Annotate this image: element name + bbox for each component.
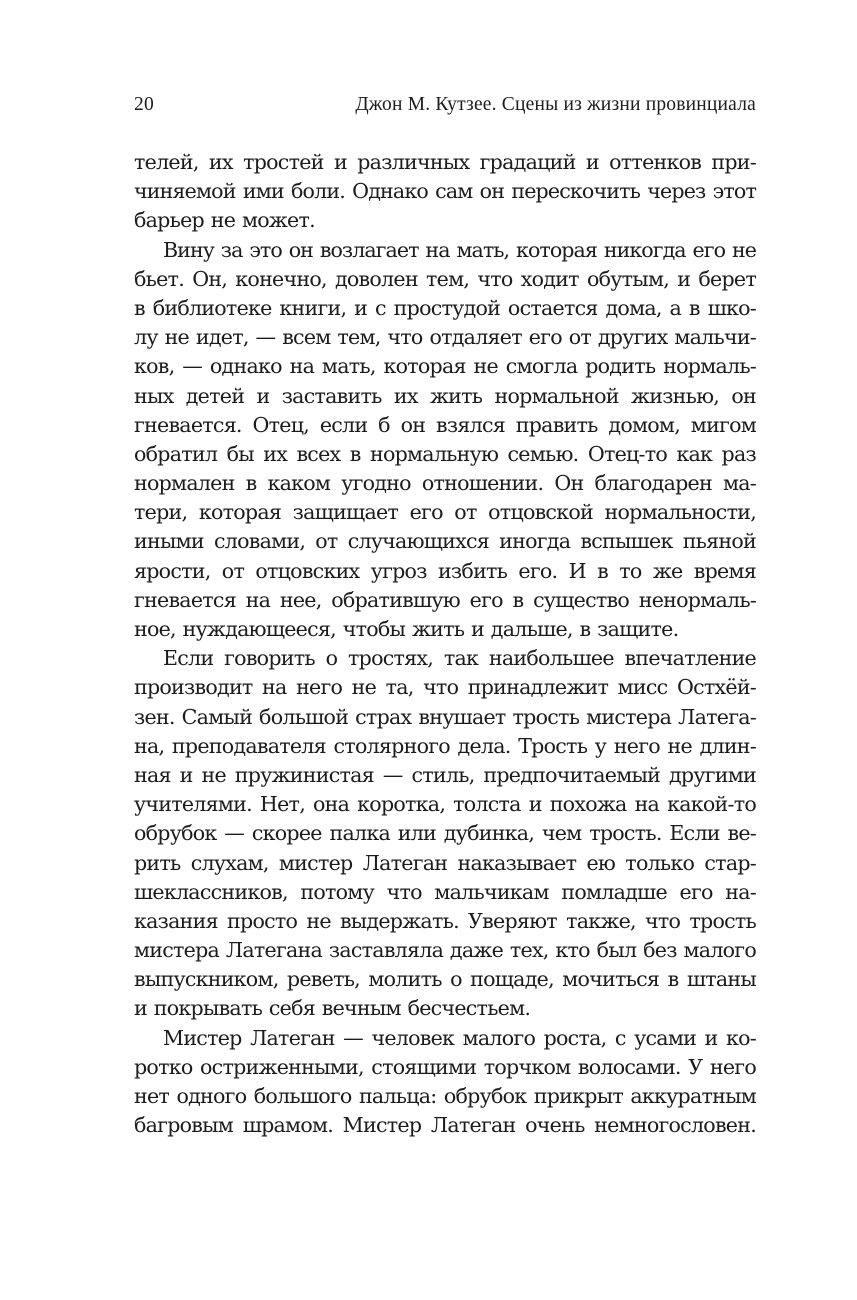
text-line: рить слухам, мистер Латеган наказывает ею только стар- [134,850,756,875]
text-line: казания просто не выдержать. Уверяют также, что трость [134,908,756,933]
text-line: ная и не пружинистая — стиль, предпочитаемый другими [134,762,756,787]
text-line: ярости, от отцовских угроз избить его. И в то же время [134,558,756,583]
running-head [134,90,756,120]
text-line: и покрывать себя вечным бесчестьем. [134,996,531,1021]
text-line: телей, их тростей и различных градаций и оттенков при- [134,150,756,174]
text-line: ротко остриженными, стоящими торчком волосами. У него [134,1054,756,1079]
text-line: на, преподавателя столярного дела. Трость у него не длин- [134,733,756,758]
text-line: чиняемой ими боли. Однако сам он перескочить через этот [134,179,756,204]
text-line: мистера Латегана заставляла даже тех, кто был без малого [134,938,756,963]
text-line: Мистер Латеган — человек малого роста, с усами и ко- [163,1025,756,1050]
text-line: ков, — однако на мать, которая не смогла родить нормаль- [134,354,756,379]
running-head-title: Джон М. Кутзее. Сцены из жизни провинциала [355,94,756,115]
text-line: барьер не может. [134,208,315,233]
text-line: выпускником, реветь, молить о пощаде, мочиться в штаны [134,967,756,992]
text-line: тери, которая защищает его от отцовской нормальности, [134,500,756,525]
text-line: зен. Самый большой страх внушает трость мистера Латега- [134,704,756,729]
text-line: нормален в каком угодно отношении. Он благодарен ма- [134,471,756,496]
text-line: иными словами, от случающихся иногда вспышек пьяной [134,529,756,554]
text-line: нет одного большого пальца: обрубок прикрыт аккуратным [134,1084,756,1108]
text-line: производит на него не та, что принадлежит мисс Остхёй- [134,675,756,700]
text-line: гневается на нее, обратившую его в существо ненормаль- [134,587,756,612]
text-line: лу не идет, — всем тем, что отдаляет его от других мальчи- [134,325,756,350]
paragraph [134,148,756,236]
text-line: ное, нуждающееся, чтобы жить и дальше, в защите. [134,617,679,641]
paragraph [134,236,756,645]
text-line: ных детей и заставить их жить нормальной жизнью, он [134,383,756,408]
text-line: обратил бы их всех в нормальную семью. Отец-то как раз [134,441,756,466]
body-text [134,148,756,1140]
text-line: обрубок — скорее палка или дубинка, чем трость. Если ве- [134,821,756,846]
text-line: гневается. Отец, если б он взялся править домом, мигом [134,412,756,437]
text-line: Вину за это он возлагает на мать, которая никогда его не [163,237,756,262]
text-line: шеклассников, потому что мальчикам помладше его на- [134,879,756,904]
page-number: 20 [134,94,154,115]
text-line: в библиотеке книги, и с простудой остается дома, а в шко- [134,295,756,320]
text-line: Если говорить о тростях, так наибольшее впечатление [163,646,756,671]
text-line: учителями. Нет, она коротка, толста и похожа на какой-то [134,792,756,817]
paragraph [134,1024,756,1141]
text-line: бьет. Он, конечно, доволен тем, что ходит обутым, и берет [134,266,756,291]
text-line: багровым шрамом. Мистер Латеган очень немногословен. [134,1113,756,1138]
paragraph [134,644,756,1023]
